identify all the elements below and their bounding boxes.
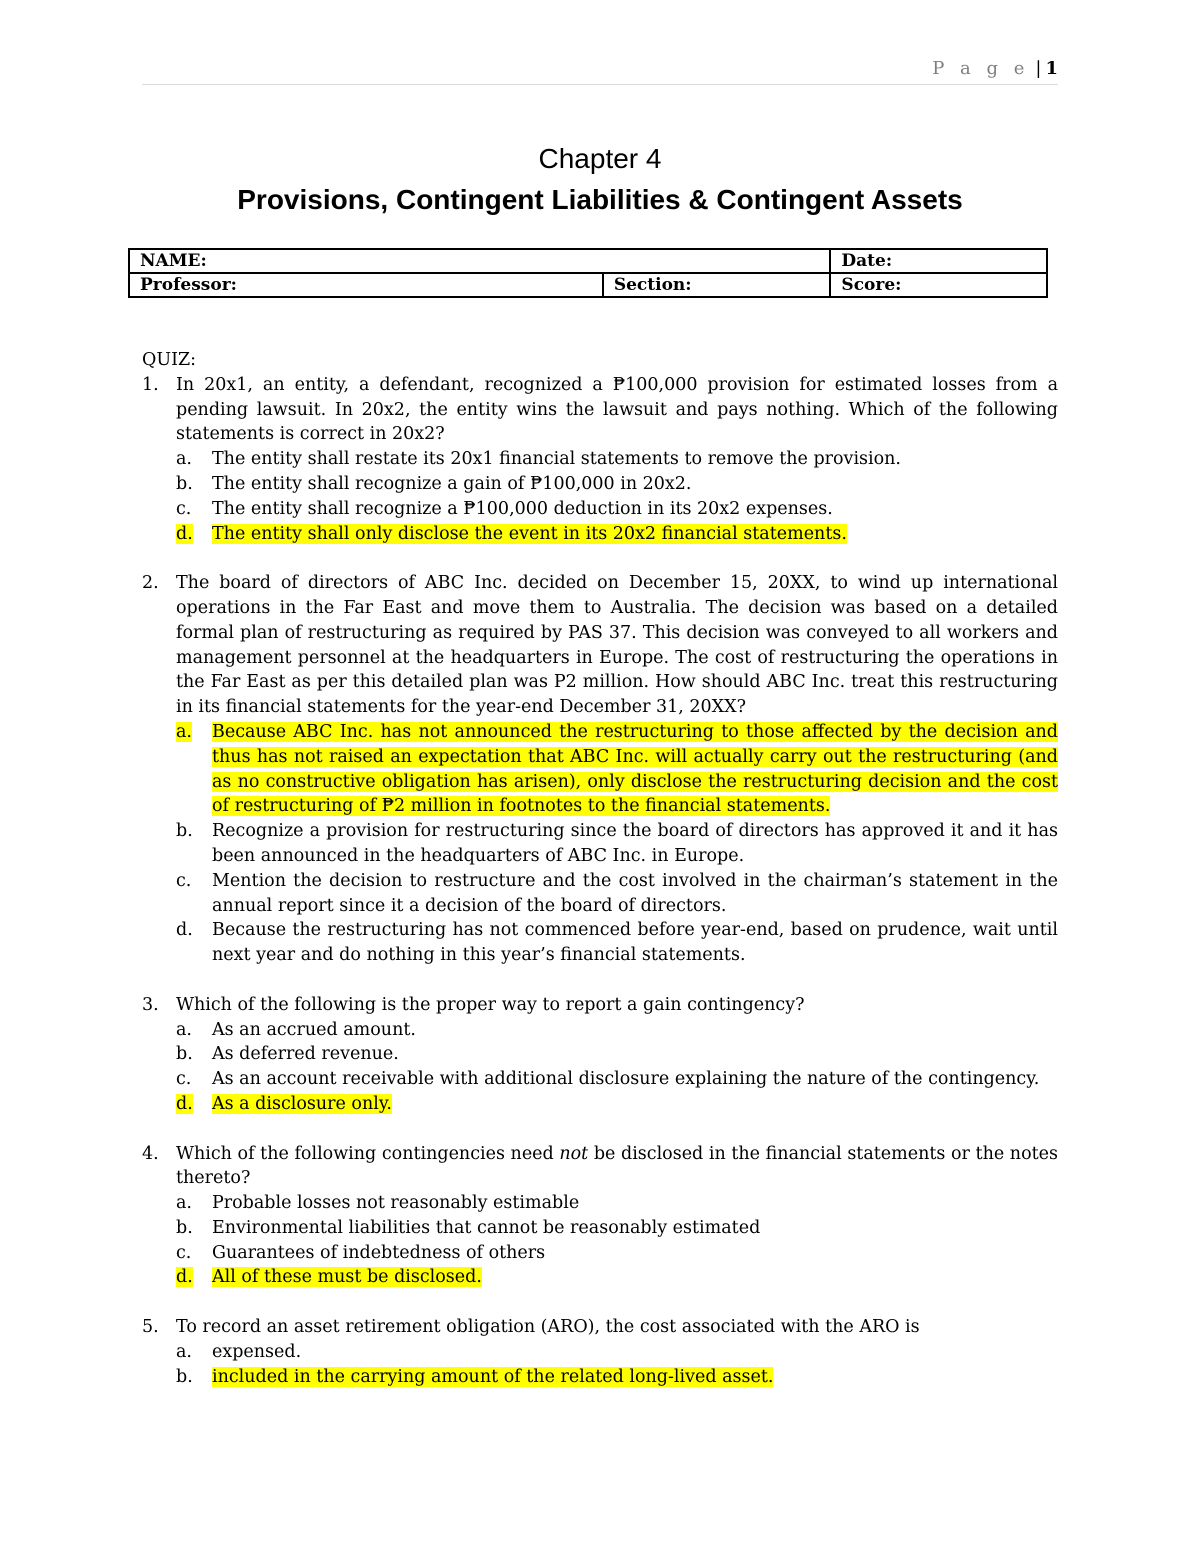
choice-a-answer [176, 720, 1058, 819]
choice-letter: d. [176, 1267, 193, 1288]
choice-c [176, 1241, 1058, 1266]
choice-letter: d. [176, 1093, 193, 1114]
choice-text: Because the restructuring has not commenced before year-end, based on prudence, wait until next year and do nothing in this year’s financial statements. [212, 920, 1058, 966]
info-row-professor [129, 273, 1047, 297]
date-field: Date: [830, 249, 1047, 273]
question-2 [142, 571, 1058, 968]
choice-text: As an accrued amount. [212, 1019, 416, 1040]
question-5 [142, 1315, 1058, 1389]
choice-c [176, 869, 1058, 919]
choice-a [176, 1340, 1058, 1365]
choice-b [176, 1042, 1058, 1067]
choice-c [176, 497, 1058, 522]
stem-text: be disclosed in the financial statements or the notes thereto? [176, 1143, 1058, 1189]
choice-text: Recognize a provision for restructuring since the board of directors has approved it and it has been announced in the headquarters of ABC Inc. in Europe. [212, 821, 1058, 866]
choice-b-answer [176, 1365, 1058, 1390]
choice-letter: b. [176, 1366, 193, 1387]
choice-text: As deferred revenue. [212, 1044, 399, 1065]
choice-text: Mention the decision to restructure and the cost involved in the chairman’s statement in the annual report since it a decision of the board of directors. [212, 870, 1058, 916]
choice-letter: d. [176, 920, 193, 941]
choice-letter: b. [176, 1044, 193, 1065]
stem-emphasis: not [559, 1143, 589, 1164]
choice-b [176, 1216, 1058, 1241]
choice-a [176, 447, 1058, 472]
choice-letter: a. [176, 1193, 192, 1214]
choice-letter: c. [176, 1242, 192, 1263]
main-title: Provisions, Contingent Liabilities & Contingent Assets [237, 184, 963, 215]
highlighted-answer-text: Because ABC Inc. has not announced the restructuring to those affected by the decision and thus has not raised an expectation that ABC Inc. will actually carry out the restructuring (and as no constructive obligation has arisen), only disclose the restructuring decision and the cost of restructuring of ₱2 million in footnotes to the financial statements. [212, 721, 1058, 817]
choice-b [176, 819, 1058, 869]
question-1 [142, 373, 1058, 547]
page-separator: | [1035, 58, 1042, 79]
question-number: 5. [142, 1317, 159, 1338]
choice-a [176, 1018, 1058, 1043]
highlighted-answer-text: The entity shall only disclose the event in its 20x2 financial statements. [212, 523, 847, 544]
question-3 [142, 993, 1058, 1117]
choice-letter: d. [176, 523, 193, 544]
info-row-name [129, 249, 1047, 273]
choice-letter: c. [176, 870, 192, 891]
quiz-heading: QUIZ: [142, 350, 197, 370]
choice-text: As an account receivable with additional disclosure explaining the nature of the contingency. [212, 1069, 1040, 1090]
choice-letter: c. [176, 498, 192, 519]
question-stem: The board of directors of ABC Inc. decided on December 15, 20XX, to wind up international operations in the Far East and move them to Australia. The decision was based on a detailed formal plan of restructuring as required by PAS 37. This decision was conveyed to all workers and management personnel at the headquarters in Europe. The cost of restructuring the operations in the Far East as per this detailed plan was P2 million. How should ABC Inc. treat this restructuring in its financial statements for the year-end December 31, 20XX? [176, 573, 1058, 718]
choice-letter: c. [176, 1069, 192, 1090]
choice-text: The entity shall recognize a ₱100,000 deduction in its 20x2 expenses. [212, 498, 833, 519]
choice-a [176, 1191, 1058, 1216]
question-stem: Which of the following is the proper way to report a gain contingency? [176, 994, 805, 1015]
choice-d-answer [176, 522, 1058, 547]
stem-text: Which of the following contingencies need [176, 1143, 560, 1164]
question-stem [176, 1142, 1058, 1192]
choice-d [176, 918, 1058, 968]
question-number: 2. [142, 573, 159, 594]
choice-text: Probable losses not reasonably estimable [212, 1193, 580, 1214]
choice-letter: b. [176, 821, 193, 842]
quiz-section [142, 348, 1058, 1414]
choice-d-answer [176, 1265, 1058, 1290]
highlighted-answer-text: As a disclosure only. [212, 1093, 392, 1114]
choice-letter: b. [176, 1217, 193, 1238]
page-number: 1 [1045, 58, 1058, 79]
page-label: P a g e [932, 58, 1030, 79]
question-stem: In 20x1, an entity, a defendant, recognized a ₱100,000 provision for estimated losses from a pending lawsuit. In 20x2, the entity wins the lawsuit and pays nothing. Which of the following statements is correct in 20x2? [176, 374, 1058, 445]
choice-text: Environmental liabilities that cannot be reasonably estimated [212, 1217, 761, 1238]
choice-letter: a. [176, 1019, 192, 1040]
choice-c [176, 1067, 1058, 1092]
choice-letter: b. [176, 473, 193, 494]
choice-letter: a. [176, 1341, 192, 1362]
student-info-table [128, 248, 1048, 298]
highlighted-answer-text: All of these must be disclosed. [212, 1267, 482, 1288]
question-number: 4. [142, 1143, 159, 1164]
professor-field: Professor: [129, 273, 603, 297]
choice-d-answer [176, 1092, 1058, 1117]
choice-text: The entity shall recognize a gain of ₱100,000 in 20x2. [212, 473, 692, 494]
choice-text: The entity shall restate its 20x1 financial statements to remove the provision. [212, 449, 901, 470]
question-4 [142, 1142, 1058, 1291]
score-field: Score: [830, 273, 1047, 297]
section-field: Section: [603, 273, 831, 297]
question-number: 3. [142, 994, 159, 1015]
choice-letter: a. [176, 449, 192, 470]
choice-text: Guarantees of indebtedness of others [212, 1242, 546, 1263]
page-header [142, 58, 1058, 85]
choice-b [176, 472, 1058, 497]
question-number: 1. [142, 374, 159, 395]
highlighted-answer-text: included in the carrying amount of the related long-lived asset. [212, 1366, 774, 1387]
question-stem: To record an asset retirement obligation (ARO), the cost associated with the ARO is [176, 1317, 920, 1338]
name-field: NAME: [129, 249, 830, 273]
choice-letter: a. [176, 721, 192, 742]
chapter-title: Chapter 4 [538, 143, 662, 174]
choice-text: expensed. [212, 1341, 302, 1362]
